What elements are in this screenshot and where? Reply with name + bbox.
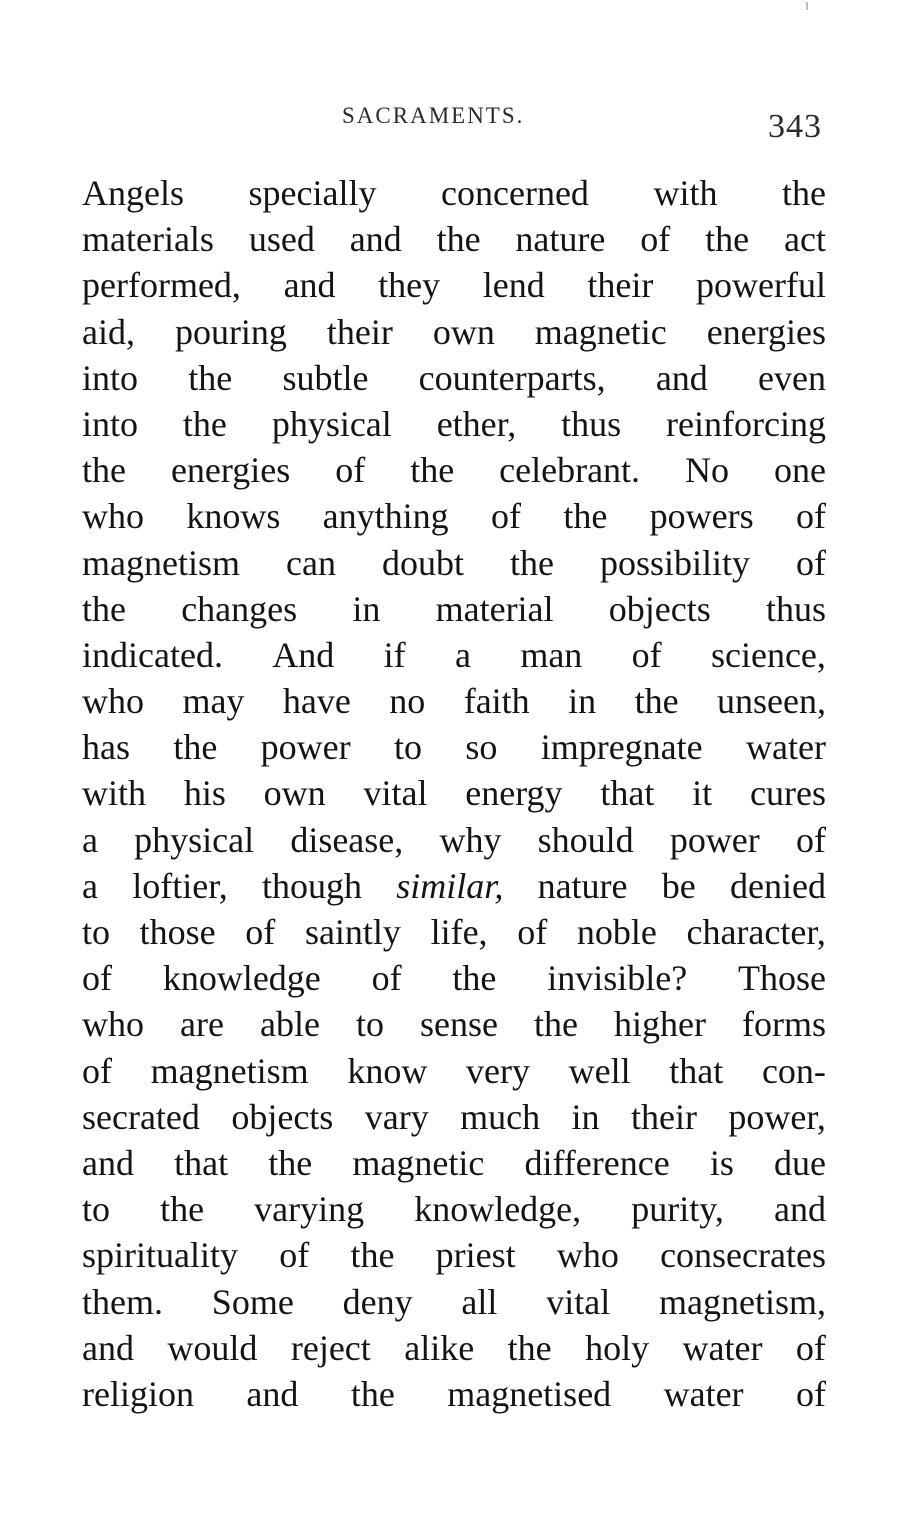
word: power	[260, 727, 351, 768]
word: water	[682, 1327, 763, 1368]
text-line	[82, 170, 826, 216]
word: thus	[561, 403, 622, 444]
word: And	[272, 634, 335, 675]
word: loftier,	[132, 865, 228, 906]
word: specially	[248, 173, 377, 213]
word: magnetised	[447, 1373, 612, 1414]
word: the	[410, 450, 455, 491]
word: materials	[82, 219, 214, 260]
word: energies	[706, 311, 826, 352]
word: can	[285, 542, 336, 583]
text-line	[82, 1232, 826, 1278]
word: his	[183, 773, 226, 814]
word: the	[534, 1004, 578, 1045]
word: celebrant.	[499, 450, 641, 491]
text-line	[82, 1048, 826, 1094]
word: invisible?	[547, 958, 688, 999]
word: material	[435, 588, 554, 629]
word: doubt	[381, 542, 464, 583]
word: the	[188, 357, 233, 398]
word: denied	[730, 865, 826, 906]
word: science,	[710, 634, 826, 675]
word: of	[245, 912, 276, 952]
running-title: SACRAMENTS.	[342, 103, 525, 128]
word: it	[692, 773, 713, 814]
word: who	[82, 1004, 144, 1045]
text-line	[82, 817, 826, 863]
word: magnetic	[352, 1142, 485, 1183]
word: of	[82, 1050, 112, 1091]
word: No	[685, 450, 730, 491]
word: power,	[728, 1096, 826, 1137]
word: very	[466, 1050, 530, 1091]
word: the	[563, 496, 608, 537]
text-line	[82, 1140, 826, 1186]
word: so	[465, 727, 498, 768]
text-line	[82, 586, 826, 632]
word: saintly	[304, 912, 401, 952]
word: faith	[463, 681, 530, 722]
word: man	[520, 634, 583, 675]
word: of	[795, 1373, 826, 1414]
word: of	[795, 542, 826, 583]
text-line	[82, 493, 826, 539]
word: have	[282, 681, 351, 722]
word: counterparts,	[418, 357, 606, 398]
word: has	[82, 727, 130, 768]
word: holy	[585, 1327, 650, 1368]
word: cures	[750, 773, 826, 814]
text-line	[82, 955, 826, 1001]
word: priest	[435, 1235, 516, 1276]
word: spirituality	[82, 1235, 238, 1276]
word: knowledge,	[414, 1189, 582, 1230]
word: that	[600, 773, 655, 814]
word: lend	[482, 265, 545, 306]
text-line	[82, 1094, 826, 1140]
word: unseen,	[717, 681, 826, 722]
word: Angels	[82, 173, 184, 213]
word: anything	[322, 496, 449, 537]
text-line	[82, 770, 826, 816]
word: them.	[82, 1281, 163, 1322]
word: their	[326, 311, 393, 352]
word: well	[568, 1050, 631, 1091]
word: of	[335, 450, 366, 491]
text-line	[82, 632, 826, 678]
word: varying	[254, 1189, 365, 1230]
word: ether,	[436, 403, 517, 444]
word: who	[556, 1235, 619, 1276]
word: with	[653, 173, 718, 213]
word: own	[263, 773, 326, 814]
word: own	[432, 311, 495, 352]
word: the	[350, 1373, 395, 1414]
word: one	[773, 450, 826, 491]
word: would	[167, 1327, 258, 1368]
word: alike	[404, 1327, 475, 1368]
word: objects	[608, 588, 711, 629]
text-line	[82, 678, 826, 724]
word: possibility	[599, 542, 750, 583]
word: who	[82, 681, 144, 722]
word: secrated	[82, 1096, 200, 1137]
text-line	[82, 401, 826, 447]
word: con-	[761, 1050, 826, 1091]
word: the	[82, 450, 126, 491]
word: performed,	[82, 265, 241, 306]
word: the	[782, 173, 826, 213]
word: impregnate	[540, 727, 703, 768]
word: knows	[186, 496, 281, 537]
word: the	[350, 1235, 395, 1276]
word: the	[182, 403, 227, 444]
word: and	[773, 1189, 826, 1230]
word: the	[173, 727, 218, 768]
word: they	[378, 265, 441, 306]
text-line	[82, 262, 826, 308]
word: purity,	[631, 1189, 724, 1230]
word: indicated.	[82, 634, 223, 675]
word: may	[182, 681, 245, 722]
word: sense	[420, 1004, 498, 1045]
word: to	[393, 727, 422, 768]
text-line	[82, 216, 826, 262]
word: able	[259, 1004, 320, 1045]
word: vital	[546, 1281, 611, 1322]
word: religion	[82, 1373, 194, 1414]
word: even	[758, 357, 826, 398]
word: similar,	[396, 865, 504, 906]
word: the	[268, 1142, 313, 1183]
word: energies	[170, 450, 291, 491]
text-line	[82, 863, 826, 909]
word: water	[663, 1373, 744, 1414]
word: the	[509, 542, 554, 583]
word: physical	[271, 403, 392, 444]
word: and	[246, 1373, 299, 1414]
word: of	[490, 496, 521, 537]
word: act	[783, 219, 826, 260]
word: the	[634, 681, 679, 722]
word: who	[82, 496, 144, 537]
word: into	[82, 357, 139, 398]
word: powers	[649, 496, 754, 537]
word: forms	[741, 1004, 826, 1045]
word: energy	[465, 773, 563, 814]
word: are	[180, 1004, 224, 1045]
word: in	[568, 681, 597, 722]
word: knowledge	[162, 958, 321, 999]
word: reject	[290, 1327, 371, 1368]
word: nature	[537, 865, 628, 906]
text-line	[82, 1186, 826, 1232]
word: and	[349, 219, 402, 260]
word: a	[454, 634, 471, 675]
word: subtle	[282, 357, 369, 398]
word: a	[82, 819, 98, 860]
word: magnetism	[150, 1050, 309, 1091]
word: character,	[686, 912, 826, 952]
word: life,	[430, 912, 488, 952]
word: why	[439, 819, 502, 860]
word: Those	[738, 958, 826, 999]
word: is	[709, 1142, 734, 1183]
text-line	[82, 724, 826, 770]
word: pouring	[174, 311, 287, 352]
word: powerful	[696, 265, 826, 306]
word: higher	[614, 1004, 706, 1045]
word: should	[537, 819, 634, 860]
word: a	[82, 865, 98, 906]
word: that	[174, 1142, 229, 1183]
word: vary	[364, 1096, 429, 1137]
word: objects	[231, 1096, 334, 1137]
word: of	[631, 634, 662, 675]
word: physical	[134, 819, 255, 860]
text-line	[82, 1279, 826, 1325]
word: and	[655, 357, 708, 398]
word: of	[279, 1235, 310, 1276]
word: changes	[181, 588, 298, 629]
word: the	[82, 588, 126, 629]
page-number: 343	[768, 108, 822, 145]
scan-mark	[806, 2, 808, 10]
word: disease,	[290, 819, 404, 860]
text-line	[82, 1325, 826, 1371]
word: and	[82, 1142, 134, 1183]
word: the	[160, 1189, 205, 1230]
word: and	[82, 1327, 134, 1368]
text-line	[82, 1371, 826, 1417]
word: of	[371, 958, 402, 999]
word: noble	[576, 912, 657, 952]
word: their	[587, 265, 654, 306]
text-line	[82, 909, 826, 955]
word: aid,	[82, 311, 135, 352]
word: their	[630, 1096, 697, 1137]
text-line	[82, 447, 826, 493]
word: magnetic	[534, 311, 667, 352]
word: vital	[363, 773, 428, 814]
word: of	[795, 496, 826, 537]
word: the	[452, 958, 497, 999]
word: with	[82, 773, 147, 814]
word: difference	[524, 1142, 670, 1183]
word: no	[389, 681, 426, 722]
word: magnetism	[82, 542, 240, 583]
word: to	[355, 1004, 384, 1045]
word: magnetism,	[659, 1281, 826, 1322]
word: the	[507, 1327, 552, 1368]
text-line	[82, 1001, 826, 1047]
word: though	[262, 865, 363, 906]
word: power	[669, 819, 760, 860]
text-line	[82, 355, 826, 401]
word: if	[383, 634, 406, 675]
word: the	[436, 219, 481, 260]
word: reinforcing	[666, 403, 826, 444]
word: to	[82, 1189, 111, 1230]
word: of	[82, 958, 112, 999]
word: thus	[765, 588, 826, 629]
word: that	[669, 1050, 724, 1091]
word: water	[745, 727, 826, 768]
word: concerned	[441, 173, 589, 213]
word: in	[571, 1096, 600, 1137]
word: of	[517, 912, 548, 952]
word: of	[795, 819, 826, 860]
word: consecrates	[660, 1235, 826, 1276]
body-text	[82, 170, 826, 1417]
word: those	[139, 912, 216, 952]
word: to	[82, 912, 111, 952]
word: all	[461, 1281, 498, 1322]
word: the	[705, 219, 750, 260]
word: deny	[342, 1281, 413, 1322]
word: into	[82, 403, 139, 444]
text-line	[82, 309, 826, 355]
word: know	[347, 1050, 428, 1091]
word: Some	[211, 1281, 294, 1322]
word: used	[248, 219, 315, 260]
word: be	[661, 865, 696, 906]
word: due	[774, 1142, 826, 1183]
word: much	[460, 1096, 541, 1137]
word: and	[283, 265, 336, 306]
word: of	[795, 1327, 826, 1368]
word: of	[640, 219, 671, 260]
word: in	[352, 588, 381, 629]
text-line	[82, 540, 826, 586]
word: nature	[515, 219, 606, 260]
